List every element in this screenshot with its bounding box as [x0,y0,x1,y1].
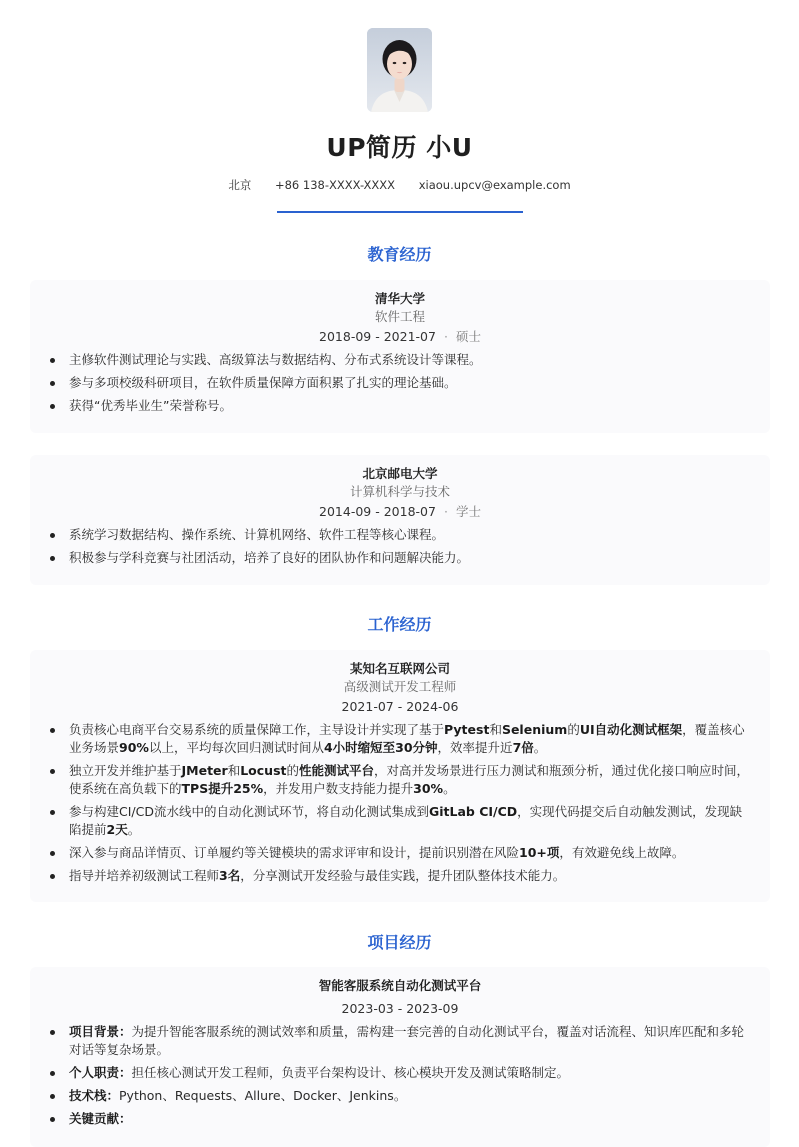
job-position: 高级测试开发工程师 [343,679,457,694]
contact-phone: +86 138-XXXX-XXXX [274,178,396,192]
text-segment: 。 [533,740,547,755]
school-name: 北京邮电大学 [362,466,438,481]
text-segment: ，并发用户数支持能力提升 [263,781,414,796]
text-segment: 参与构建CI/CD流水线中的自动化测试环节，将自动化测试集成到 [69,804,429,819]
list-item [50,867,750,885]
list-item [50,721,750,757]
highlight-text: Pytest [444,722,490,737]
highlight-text: GitLab CI/CD [428,804,518,819]
education-card [30,280,770,433]
work-period: 2021-07 - 2024-06 [341,699,459,714]
education-period: 2014-09 - 2018-07 [319,504,436,519]
work-card [30,650,770,902]
contact-info [0,177,799,193]
highlight-text: 7倍 [512,740,534,755]
education-bullets [50,351,750,415]
highlight-text: 3名 [219,868,241,883]
highlight-text: 项目背景： [69,1024,132,1039]
highlight-text: 2天 [106,822,128,837]
candidate-name: UP简历 小U [326,133,473,162]
highlight-text: 性能测试平台 [299,763,375,778]
project-card [30,967,770,1147]
work-bullets [50,721,750,885]
list-item: 系统学习数据结构、操作系统、计算机网络、软件工程等核心课程。 [50,526,750,544]
text-segment: 以上，平均每次回归测试时间从 [148,740,324,755]
highlight-text: Locust [240,763,287,778]
section-title-education: 教育经历 [367,245,432,264]
list-item [50,844,750,862]
highlight-text: 技术栈： [69,1088,120,1103]
education-period: 2018-09 - 2021-07 [319,329,436,344]
text-segment: 担任核心测试开发工程师，负责平台架构设计、核心模块开发及测试策略制定。 [131,1065,570,1080]
education-bullets [50,526,750,567]
list-item [50,1110,750,1128]
list-item: 获得“优秀毕业生”荣誉称号。 [50,397,750,415]
section-title-work: 工作经历 [367,615,432,634]
list-item: 参与多项校级科研项目，在软件质量保障方面积累了扎实的理论基础。 [50,374,750,392]
education-meta [50,327,750,347]
text-segment: 的 [286,763,300,778]
highlight-text: 30% [413,781,444,796]
contact-email[interactable]: xiaou.upcv@example.com [418,178,571,192]
portrait-placeholder-icon [367,28,432,112]
list-item: 积极参与学科竞赛与社团活动，培养了良好的团队协作和问题解决能力。 [50,549,750,567]
highlight-text: 90% [119,740,149,755]
text-segment: 和 [227,763,241,778]
education-meta [50,502,750,522]
text-segment: ，效率提升近 [437,740,513,755]
highlight-text: 关键贡献： [69,1111,132,1126]
text-segment: ，分享测试开发经验与最佳实践，提升团队整体技术能力。 [240,868,566,883]
text-segment: 独立开发并维护基于 [69,763,182,778]
separator-dot: · [443,504,448,519]
degree: 硕士 [455,329,481,344]
major: 软件工程 [374,309,425,324]
text-segment: 的 [567,722,580,737]
highlight-text: Selenium [501,722,568,737]
avatar [367,28,432,112]
list-item [50,1087,750,1105]
degree: 学士 [455,504,481,519]
school-name: 清华大学 [374,291,425,306]
text-segment: 负责核心电商平台交易系统的质量保障工作，主导设计并实现了基于 [69,722,445,737]
text-segment: 。 [443,781,456,796]
separator-dot: · [443,329,448,344]
text-segment: 和 [489,722,502,737]
project-bullets [50,1023,750,1128]
list-item: 主修软件测试理论与实践、高级算法与数据结构、分布式系统设计等课程。 [50,351,750,369]
text-segment: Python、Requests、Allure、Docker、Jenkins。 [119,1088,407,1103]
highlight-text: TPS提升25% [181,781,264,796]
section-title-projects: 项目经历 [367,933,432,952]
highlight-text: 个人职责： [69,1065,132,1080]
text-segment: 深入参与商品详情页、订单履约等关键模块的需求评审和设计，提前识别潜在风险 [69,845,520,860]
contact-city: 北京 [228,178,252,192]
text-segment: ，对高并发场景进行压力测试和瓶颈分析，通过优化接口响应时间，使系统在高负载下的 [69,763,750,796]
company-name: 某知名互联网公司 [349,661,450,676]
text-segment: 。 [127,822,141,837]
highlight-text: UI自动化测试框架 [579,722,683,737]
text-segment: 为提升智能客服系统的测试效率和质量，需构建一套完善的自动化测试平台，覆盖对话流程、知识库匹配和多轮对话等复杂场景。 [69,1024,745,1057]
highlight-text: 4小时缩短至30分钟 [323,740,438,755]
major: 计算机科学与技术 [349,484,450,499]
text-segment: ，覆盖核心业务场景 [69,722,745,755]
highlight-text: JMeter [181,763,228,778]
list-item [50,1064,750,1082]
list-item [50,803,750,839]
highlight-text: 10+项 [519,845,560,860]
header-divider [277,211,523,213]
text-segment: 指导并培养初级测试工程师 [69,868,220,883]
list-item [50,762,750,798]
project-period: 2023-03 - 2023-09 [341,1001,459,1016]
text-segment: ，实现代码提交后自动触发测试，发现缺陷提前 [69,804,743,837]
project-name: 智能客服系统自动化测试平台 [318,978,482,993]
text-segment: ，有效避免线上故障。 [559,845,685,860]
list-item [50,1023,750,1059]
education-card [30,455,770,585]
